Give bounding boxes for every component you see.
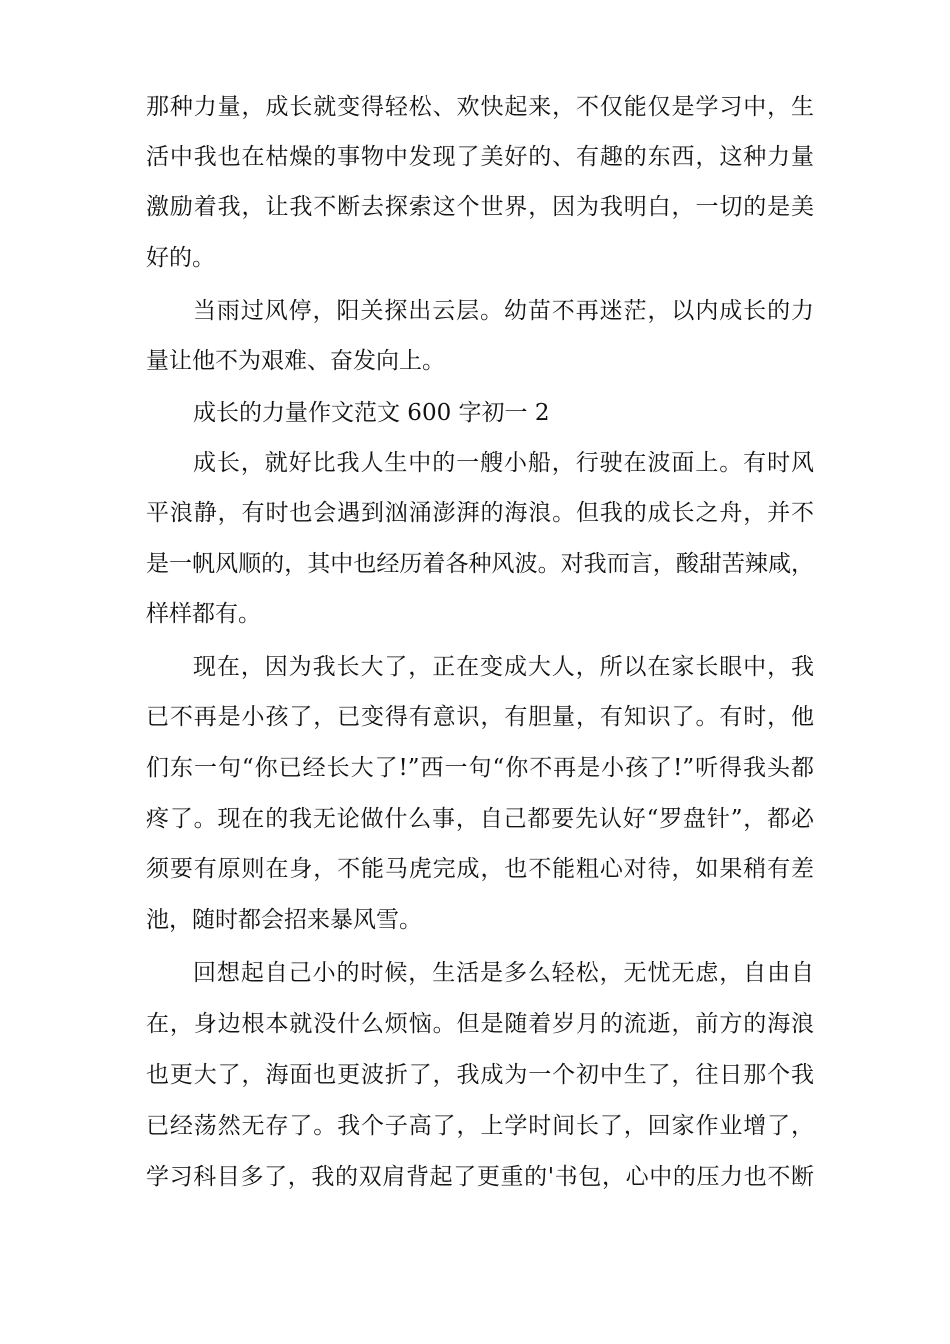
text-line: 疼了。现在的我无论做什么事，自己都要先认好“罗盘针”，都必	[146, 806, 814, 832]
text-line: 是一帆风顺的，其中也经历着各种风波。对我而言，酸甜苦辣咸，	[146, 551, 814, 577]
text-line: 激励着我，让我不断去探索这个世界，因为我明白，一切的是美	[146, 194, 814, 220]
text-line: 也更大了，海面也更波折了，我成为一个初中生了，往日那个我	[146, 1062, 814, 1088]
text-line: 成长，就好比我人生中的一艘小船，行驶在波面上。有时风	[193, 450, 814, 476]
text-line: 现在，因为我长大了，正在变成大人，所以在家长眼中，我	[193, 654, 814, 680]
text-line: 好的。	[146, 245, 215, 271]
text-line: 样样都有。	[146, 601, 261, 627]
text-line: 们东一句“你已经长大了!”西一句“你不再是小孩了!”听得我头都	[146, 755, 814, 781]
text-line: 当雨过风停，阳关探出云层。幼苗不再迷茫，以内成长的力	[193, 298, 814, 324]
text-line: 那种力量，成长就变得轻松、欢快起来，不仅能仅是学习中，生	[146, 94, 814, 120]
text-line: 学习科目多了，我的双肩背起了更重的'书包，心中的压力也不断	[146, 1164, 814, 1190]
section-heading: 成长的力量作文范文 600 字初一 2	[193, 400, 550, 426]
text-line: 平浪静，有时也会遇到汹涌澎湃的海浪。但我的成长之舟，并不	[146, 500, 814, 526]
text-line: 在，身边根本就没什么烦恼。但是随着岁月的流逝，前方的海浪	[146, 1011, 814, 1037]
text-line: 活中我也在枯燥的事物中发现了美好的、有趣的东西，这种力量	[146, 144, 814, 170]
text-line: 须要有原则在身，不能马虎完成，也不能粗心对待，如果稍有差	[146, 856, 814, 882]
text-line: 已经荡然无存了。我个子高了，上学时间长了，回家作业增了，	[146, 1113, 814, 1139]
text-line: 量让他不为艰难、奋发向上。	[146, 348, 445, 374]
text-line: 池，随时都会招来暴风雪。	[146, 907, 422, 933]
text-line: 回想起自己小的时候，生活是多么轻松，无忧无虑，自由自	[193, 960, 814, 986]
text-line: 已不再是小孩了，已变得有意识，有胆量，有知识了。有时，他	[146, 704, 814, 730]
